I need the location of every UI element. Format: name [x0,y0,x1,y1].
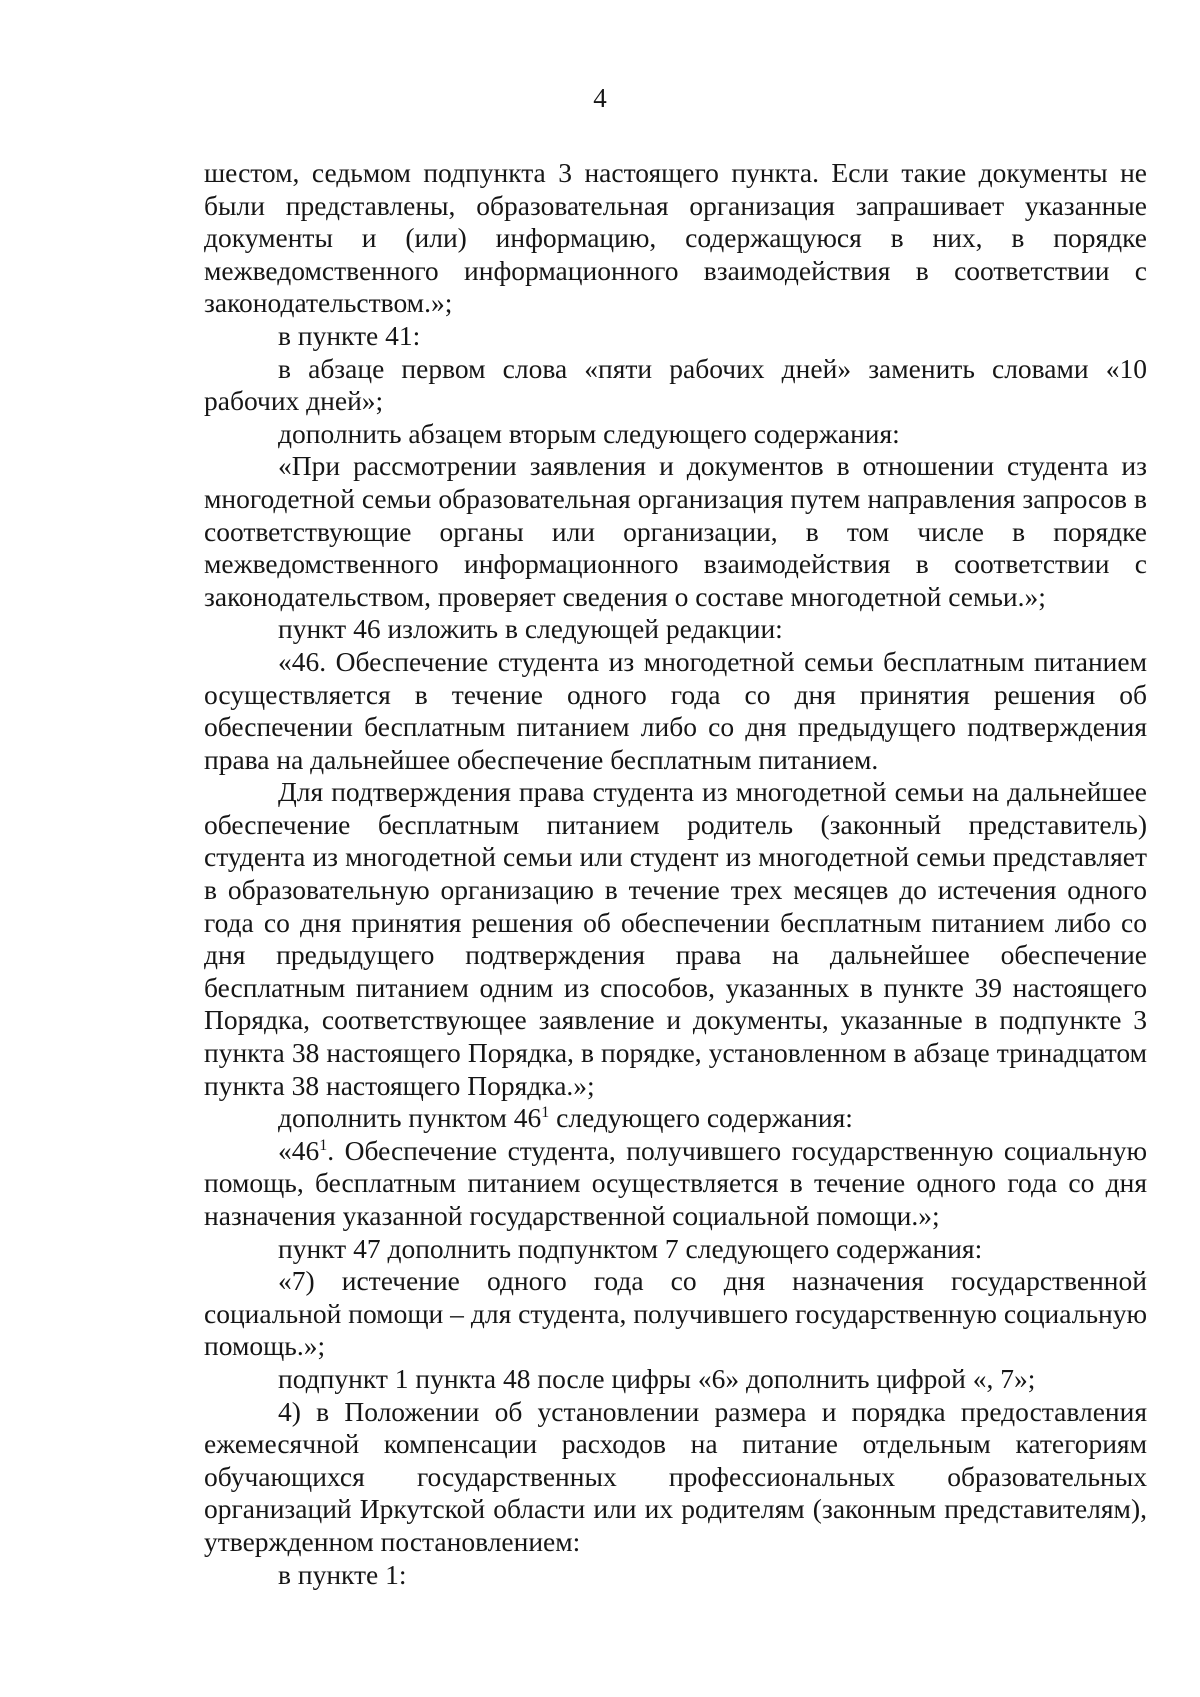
paragraph-add-second: дополнить абзацем вторым следующего содержания: [278,417,900,449]
paragraph-text-after: . Обеспечение студента, получившего государственную социальную помощь, бесплатным питанием осуществляется в течение одного года со дня назначения указанной государственной социальной помощи.»; [204,1134,1147,1231]
paragraph-subitem-7: «7) истечение одного года со дня назначения государственной социальной помощи – для студента, получившего государственную социальную помощь.»; [204,1265,1147,1362]
paragraph-text-before: «46 [278,1134,320,1166]
paragraph-item-41: в пункте 41: [278,319,421,351]
paragraph-regulation-4: 4) в Положении об установлении размера и порядка предоставления ежемесячной компенсации расходов на питание отдельным категориям обучающихся государственных профессиональных образовательных организаций Иркутской области или их родителям (законным представителям), утвержденном постановлением: [204,1395,1147,1557]
paragraph-item-47-intro: пункт 47 дополнить подпунктом 7 следующего содержания: [278,1232,983,1264]
paragraph-item-46: «46. Обеспечение студента из многодетной семьи бесплатным питанием осуществляется в течение одного года со дня принятия решения об обеспечении бесплатным питанием либо со дня предыдущего подтверждения права на дальнейшее обеспечение бесплатным питанием. [204,645,1147,775]
paragraph-text-before: дополнить пунктом 46 [278,1102,542,1134]
paragraph-quote-review: «При рассмотрении заявления и документов в отношении студента из многодетной семьи образовательная организация путем направления запросов в соответствующие органы или организации, в том числе в порядке межведомственного информационного взаимодействия в соответствии с законодательством, проверяет сведения о составе многодетной семьи.»; [204,450,1147,612]
paragraph-item-46-intro: пункт 46 изложить в следующей редакции: [278,613,783,645]
superscript-marker: 1 [319,1136,328,1154]
paragraph-item-48: подпункт 1 пункта 48 после цифры «6» дополнить цифрой «, 7»; [278,1362,1036,1394]
paragraph-item-1: в пункте 1: [278,1558,407,1590]
paragraph-add-item-46-1 [204,1102,1147,1135]
paragraph-confirmation: Для подтверждения права студента из многодетной семьи на дальнейшее обеспечение бесплатным питанием родитель (законный представитель) студента из многодетной семьи или студент из многодетной семьи представляет в образовательную организацию в течение трех месяцев до истечения одного года со дня принятия решения об обеспечении бесплатным питанием либо со дня предыдущего подтверждения права на дальнейшее обеспечение бесплатным питанием одним из способов, указанных в пункте 39 настоящего Порядка, соответствующее заявление и документы, указанные в подпункте 3 пункта 38 настоящего Порядка, в порядке, установленном в абзаце тринадцатом пункта 38 настоящего Порядка.»; [204,776,1147,1101]
paragraph-continuation: шестом, седьмом подпункта 3 настоящего пункта. Если такие документы не были представлены, образовательная организация запрашивает указанные документы и (или) информацию, содержащуюся в них, в порядке межведомственного информационного взаимодействия в соответствии с законодательством.»; [204,157,1147,319]
page-number: 4 [593,83,607,113]
document-body [204,157,1147,1591]
paragraph-item-46-1 [204,1135,1147,1233]
paragraph-text-after: следующего содержания: [549,1102,853,1134]
superscript-marker: 1 [541,1104,550,1122]
paragraph-replace-words: в абзаце первом слова «пяти рабочих дней» заменить словами «10 рабочих дней»; [204,352,1147,417]
